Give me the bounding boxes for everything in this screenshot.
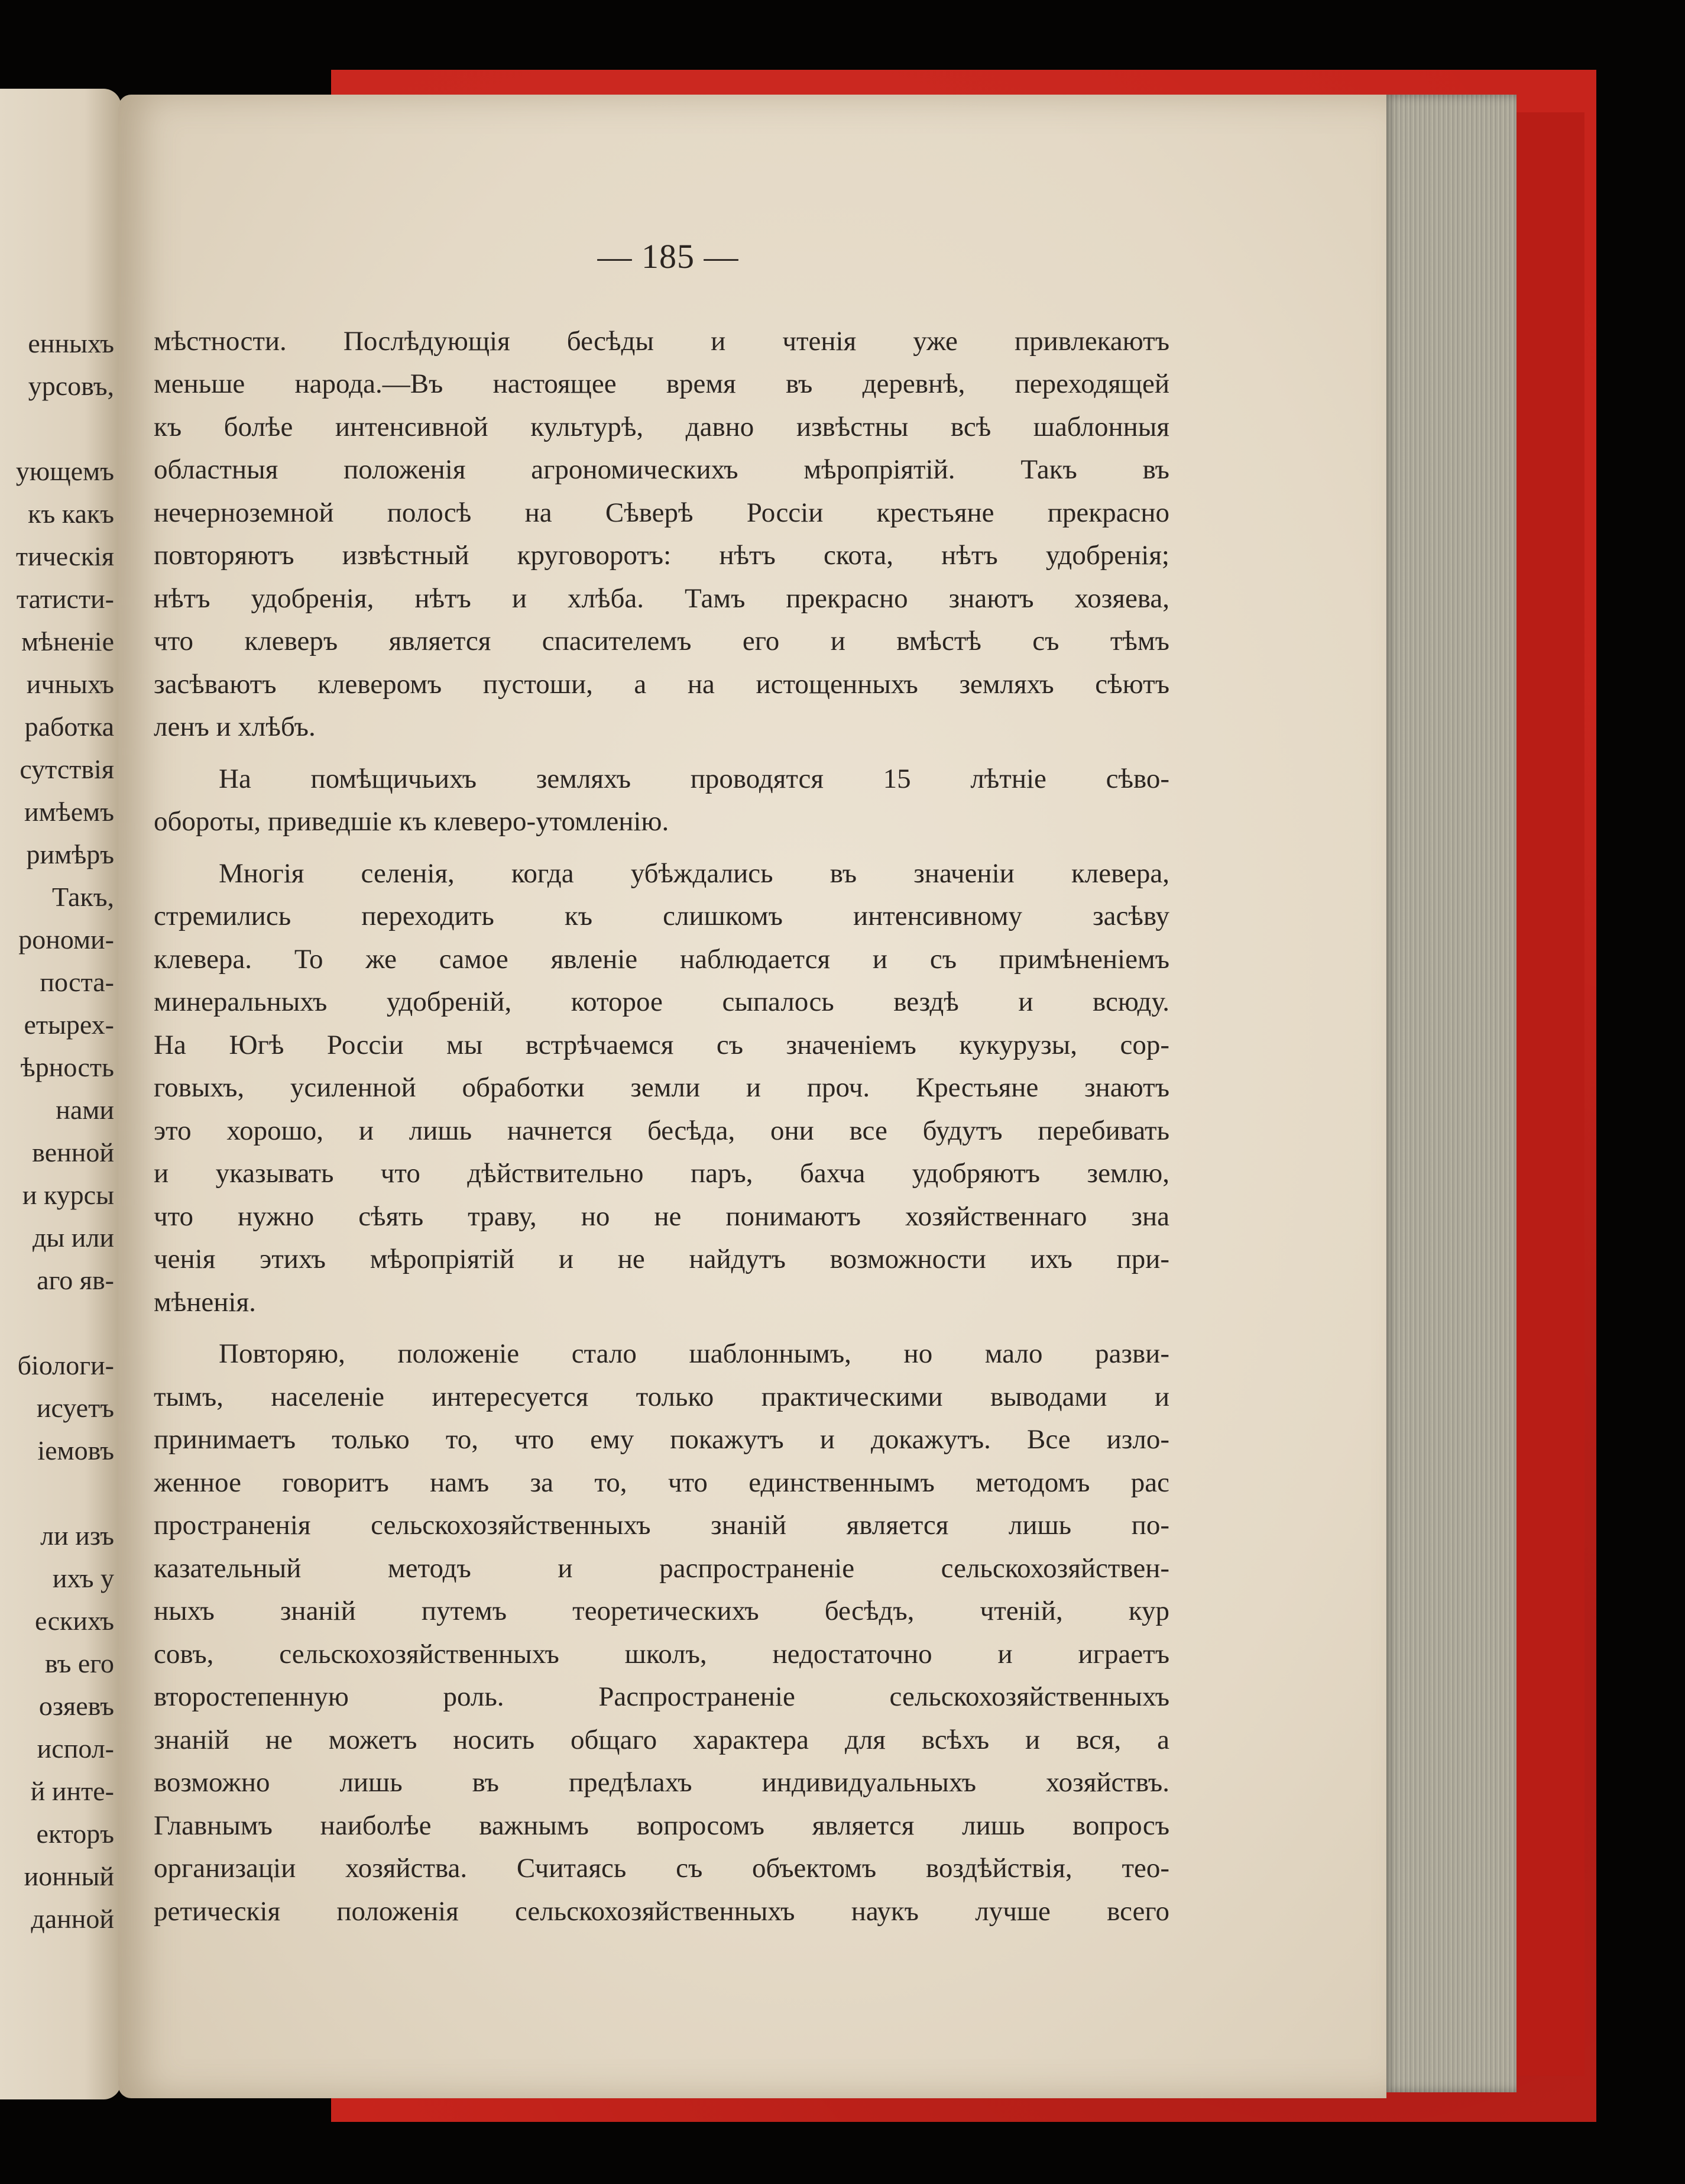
text-line: возможно лишь въ предѣлахъ индивидуальныхъ хозяйствъ. (154, 1767, 1169, 1798)
left-page-line: испол- (37, 1733, 114, 1764)
text-line: обороты, приведшіе къ клеверо-утомленію. (154, 806, 669, 837)
left-page-line: ды или (33, 1222, 114, 1253)
text-line: говыхъ, усиленной обработки земли и проч. Крестьяне знаютъ (154, 1072, 1169, 1103)
red-cover-edge (1514, 112, 1584, 2076)
text-line: меньше народа.—Въ настоящее время въ деревнѣ, переходящей (154, 368, 1169, 399)
text-line: минеральныхъ удобреній, которое сыпалось вездѣ и всюду. (154, 986, 1169, 1017)
text-line: повторяютъ извѣстный круговоротъ: нѣтъ скота, нѣтъ удобренія; (154, 540, 1169, 571)
text-line: ленъ и хлѣбъ. (154, 711, 316, 742)
text-line: знаній не можетъ носить общаго характера для всѣхъ и вся, а (154, 1724, 1169, 1755)
text-line: что клеверъ является спасителемъ его и вмѣстѣ съ тѣмъ (154, 626, 1169, 656)
text-line: что нужно сѣять траву, но не понимаютъ хозяйственнаго зна (154, 1201, 1169, 1232)
left-page-line: й инте- (30, 1776, 114, 1806)
left-page-line: и курсы (22, 1180, 114, 1210)
page-number: — 185 — (597, 237, 739, 276)
left-page-line: екторъ (36, 1819, 114, 1849)
left-page-line: ичныхъ (26, 669, 114, 699)
left-page-line: ескихъ (35, 1606, 114, 1636)
left-page-line: къ какъ (28, 499, 114, 529)
text-line: тымъ, населеніе интересуется только практическими выводами и (154, 1381, 1169, 1412)
left-page-line: енныхъ (28, 328, 114, 358)
text-line: засѣваютъ клеверомъ пустоши, а на истощенныхъ земляхъ сѣютъ (154, 669, 1169, 700)
text-line: второстепенную роль. Распространеніе сельскохозяйственныхъ (154, 1681, 1169, 1712)
text-line: Многія селенія, когда убѣждались въ значеніи клевера, (219, 858, 1169, 889)
left-page-line: аго яв- (37, 1265, 114, 1295)
left-page-line: исуетъ (36, 1393, 114, 1423)
left-page-line: рономи- (18, 924, 114, 955)
text-line: это хорошо, и лишь начнется бесѣда, они все будутъ перебивать (154, 1115, 1169, 1146)
left-page-line: урсовъ, (28, 371, 114, 401)
left-page-line: поста- (40, 967, 114, 997)
text-line: Главнымъ наиболѣе важнымъ вопросомъ является лишь вопросъ (154, 1810, 1169, 1841)
text-line: принимаетъ только то, что ему покажутъ и докажутъ. Все изло- (154, 1424, 1169, 1455)
left-page-line: Такъ, (51, 882, 114, 912)
text-line: пространенія сельскохозяйственныхъ знаній является лишь по- (154, 1510, 1169, 1541)
left-page-line: біологи- (17, 1350, 114, 1380)
text-line: стремились переходить къ слишкомъ интенсивному засѣву (154, 901, 1169, 931)
left-page-line: въ его (45, 1648, 114, 1678)
left-page-line: римѣръ (26, 839, 114, 869)
left-page-line: нами (56, 1095, 114, 1125)
left-page-line: ионный (24, 1861, 114, 1891)
text-line: ныхъ знаній путемъ теоретическихъ бесѣдъ, чтеній, кур (154, 1596, 1169, 1626)
left-page-line: тическія (15, 541, 114, 571)
text-line: ретическія положенія сельскохозяйственныхъ наукъ лучше всего (154, 1896, 1169, 1927)
text-line: мѣстности. Послѣдующія бесѣды и чтенія уже привлекаютъ (154, 326, 1169, 357)
left-page-line: озяевъ (38, 1691, 114, 1721)
text-line: мѣненія. (154, 1287, 256, 1318)
left-page-line: ли изъ (40, 1520, 114, 1551)
left-page-line: іемовъ (37, 1435, 114, 1465)
text-line: совъ, сельскохозяйственныхъ школъ, недостаточно и играетъ (154, 1639, 1169, 1669)
text-line: ченія этихъ мѣропріятій и не найдутъ возможности ихъ при- (154, 1244, 1169, 1274)
text-line: Повторяю, положеніе стало шаблоннымъ, но мало разви- (219, 1338, 1169, 1369)
left-page-line: сутствія (20, 754, 114, 784)
left-page-line: ующемъ (15, 456, 114, 486)
page-edges (1383, 95, 1516, 2092)
left-page-line: работка (24, 711, 114, 742)
text-line: клевера. То же самое явленіе наблюдается и съ примѣненіемъ (154, 944, 1169, 975)
text-line: организаціи хозяйства. Считаясь съ объектомъ воздѣйствія, тео- (154, 1853, 1169, 1884)
text-line: нечерноземной полосѣ на Сѣверѣ Россіи крестьяне прекрасно (154, 497, 1169, 528)
left-page-line: ѣрность (20, 1052, 114, 1082)
text-line: къ болѣе интенсивной культурѣ, давно извѣстны всѣ шаблонныя (154, 412, 1169, 442)
left-page-line: данной (31, 1904, 114, 1934)
text-line: областныя положенія агрономическихъ мѣропріятій. Такъ въ (154, 454, 1169, 485)
left-page-line: мѣненіе (21, 626, 114, 656)
left-page-line: венной (32, 1137, 114, 1167)
text-line: и указывать что дѣйствительно паръ, бахча удобряютъ землю, (154, 1158, 1169, 1189)
left-page-line: етырех- (24, 1010, 114, 1040)
text-line: казательный методъ и распространеніе сельскохозяйствен- (154, 1553, 1169, 1584)
text-line: На Югѣ Россіи мы встрѣчаемся съ значеніемъ кукурузы, сор- (154, 1030, 1169, 1060)
text-line: женное говоритъ намъ за то, что единственнымъ методомъ рас (154, 1467, 1169, 1498)
left-page-line: имѣемъ (24, 797, 114, 827)
left-facing-page (0, 89, 121, 2099)
left-page-line: ихъ у (52, 1563, 114, 1593)
text-line: На помѣщичьихъ земляхъ проводятся 15 лѣтніе сѣво- (219, 763, 1169, 794)
left-page-line: татисти- (16, 584, 114, 614)
text-line: нѣтъ удобренія, нѣтъ и хлѣба. Тамъ прекрасно знаютъ хозяева, (154, 583, 1169, 614)
